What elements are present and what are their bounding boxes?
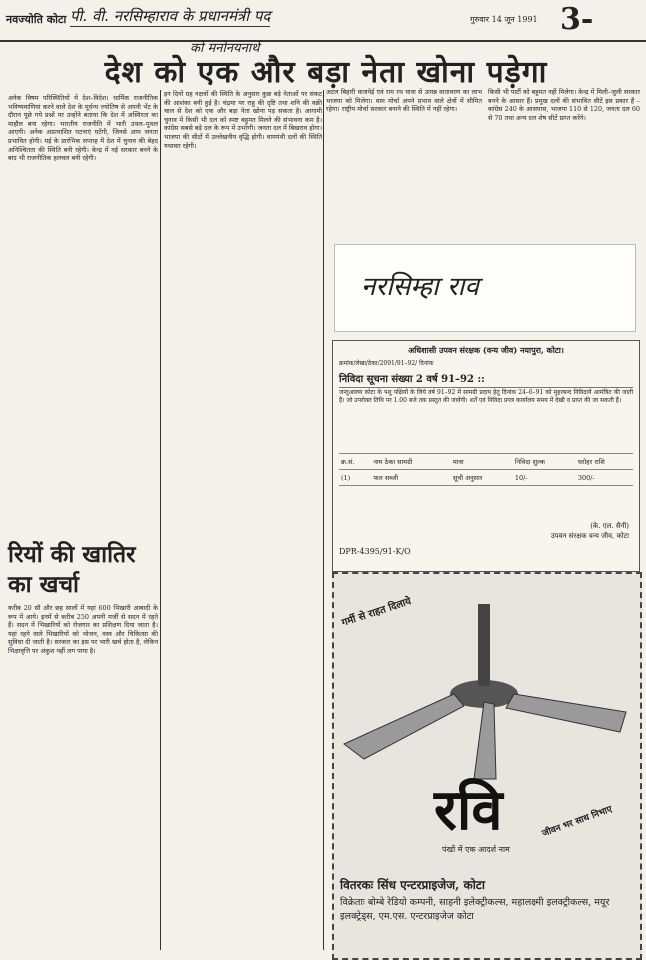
- table-header-cell: निविदा शुल्क: [513, 454, 576, 470]
- article-column-4: किसी भी पार्टी को बहुमत नहीं मिलेगा। केन्द्र में मिली–जुली सरकार बनने के आसार हैं। प्रमुख दलों की संभावित सीटें इस प्रकार हैं – कांग्रेस 240 के आसपास, भाजपा 110 से 120, जनता दल 60 से 70 तथा अन्य दल शेष सीटें प्राप्त करेंगे।: [488, 88, 640, 122]
- ad-tagline: पंखों में एक आदर्श नाम: [442, 845, 510, 854]
- tender-notice: [332, 340, 640, 572]
- masthead: [0, 0, 646, 42]
- article-column-3: अटल बिहारी वाजपेई एवं राम रथ यात्रा से उत्पन्न वातावरण का लाभ भाजपा को मिलेगा। वाम मोर्चा अपने प्रभाव वाले क्षेत्रों में सीमित रहेगा। राष्ट्रीय मोर्चा सरकार बनाने की स्थिति में नहीं रहेगा।: [326, 88, 482, 114]
- table-header-cell: धरोहर राशि: [576, 454, 633, 470]
- handwritten-signature: नरसिम्हा राव: [361, 272, 479, 302]
- table-header-cell: नाम ठेका सामग्री: [371, 454, 450, 470]
- tender-table: [339, 453, 633, 486]
- table-header-cell: क्र.सं.: [339, 454, 371, 470]
- ceiling-fan-icon: [334, 584, 634, 784]
- tender-ref: क्रमांक/लेखा/ठेका/2091/91–92/ दिनांक: [339, 360, 434, 367]
- issue-date: गुरुवार 14 जून 1991: [470, 15, 538, 24]
- table-cell: 10/-: [513, 470, 576, 486]
- table-cell: 300/-: [576, 470, 633, 486]
- ad-ribbon-top: गर्मी से राहत दिलाये: [340, 596, 413, 629]
- table-header-cell: मात्रा: [451, 454, 513, 470]
- column-divider: [160, 90, 161, 950]
- ad-distributor: वितरकः सिंध एन्टरप्राइजेज, कोटा: [340, 878, 485, 892]
- signature-clipping: [334, 244, 636, 332]
- handwritten-note-2: को मनोनयनार्थ: [190, 41, 260, 56]
- table-cell: सूची अनुसार: [451, 470, 513, 486]
- article-column-2: इन दिनों ग्रह नक्षत्रों की स्थिति के अनुसार कुछ बड़े नेताओं पर संकट की आशंका बनी हुई है। चंद्रमा पर राहु की दृष्टि तथा शनि की वक्री चाल से देश को एक और बड़ा नेता खोना पड़ सकता है। आगामी चुनाव में किसी भी दल को स्पष्ट बहुमत मिलने की संभावना कम है। कांग्रेस सबसे बड़े दल के रूप में उभरेगी। जनता दल में बिखराव होगा। भाजपा की सीटों में उल्लेखनीय वृद्धि होगी। वामपंथी दलों की स्थिति यथावत रहेगी।: [164, 90, 322, 150]
- fan-advertisement: [332, 572, 642, 960]
- ad-brand: रवि: [434, 778, 503, 843]
- tender-office: अधिशासी उपवन संरक्षक (वन्य जीव) नयापुरा, कोटा।: [408, 345, 564, 355]
- signatory-title: उपवन संरक्षक वन्य जीव, कोटा: [550, 532, 629, 540]
- table-cell: फल सब्जी: [371, 470, 450, 486]
- tender-body: जन्तुआलय कोटा के पशु पक्षियों के लिये वर्ष 91–92 में सामग्री प्रदाय हेतु दिनांक 24–6–91 को मुहरबन्द निविदायें आमंत्रित की जाती हैं। जो उपरोक्त तिथि पर 1.00 बजे तक प्रस्तुत की जावेंगी। शर्तें एवं निविदा प्रपत्र कार्यालय समय में देखी व प्राप्त की जा सकती हैं।: [339, 389, 633, 404]
- main-headline: देश को एक और बड़ा नेता खोना पड़ेगा: [104, 55, 548, 90]
- dpr-number: DPR-4395/91-K/O: [339, 547, 411, 556]
- table-header-row: [339, 454, 633, 470]
- article-column-1: अनेक विषम परिस्थितियों में देश–विदेश। धार्मिक राजनीतिक भविष्यवाणियां करने वाले देश के मूर्धन्य ज्योतिष से अपनी भेंट के दौरान पूछे गये प्रश्नों पर उन्होंने बताया कि देश में अस्थिरता का माहौल बना रहेगा। भारतीय राजनीति में भारी उथल–पुथल आएगी। अनेक अप्रत्याशित घटनाएं घटेंगी, जिनसे आम जनता प्रभावित होगी। मई के प्रारंभिक सप्ताह में देश में चुनाव की बेहद अनिश्चितता की स्थिति बनी रहेगी। केन्द्र में नई सरकार बनने के बाद भी राजनीतिक हलचल बनी रहेगी।: [8, 94, 158, 163]
- table-cell: (1): [339, 470, 371, 486]
- paper-name: नवज्योति कोटा: [6, 13, 67, 26]
- sub-headline: रियों की खातिर का खर्चा: [8, 542, 136, 598]
- article-column-5: करीब 20 सौ और छह सालों में यहां 600 भिखारी आबादी के रूप में आये। इनमें से करीब 250 अपनी मर्जी से सदन में रहते हैं। सदन में भिखारियों को रोजगार का प्रशिक्षण दिया जाता है। यहां रहने वाले भिखारियों को भोजन, वस्त्र और चिकित्सा की सुविधा दी जाती है। सरकार का इस पर भारी खर्च होता है, लेकिन भिक्षावृत्ति पर अंकुश नहीं लग पाया है।: [8, 604, 158, 655]
- table-row: [339, 470, 633, 486]
- page-number: 3-: [560, 2, 594, 37]
- tender-title: निविदा सूचना संख्या 2 वर्ष 91–92 ::: [339, 371, 633, 388]
- ad-ribbon-bottom: जीवन भर साथ निभाए: [541, 804, 614, 840]
- ad-dealers: विक्रेताः बोम्बे रेडियो कम्पनी, साहनी इलेक्ट्रीकल्स, महालक्ष्मी इलक्ट्रीकल्स, मयूर इलक्ट्रेड्स, एम.एस. एन्टरप्राइजेज कोटा: [340, 897, 610, 922]
- tender-signatory: [551, 521, 629, 541]
- handwritten-note: पी. वी. नरसिम्हाराव के प्रधानमंत्री पद: [70, 7, 271, 25]
- column-divider: [323, 90, 324, 950]
- signatory-name: (के. एल. सैनी): [590, 522, 629, 530]
